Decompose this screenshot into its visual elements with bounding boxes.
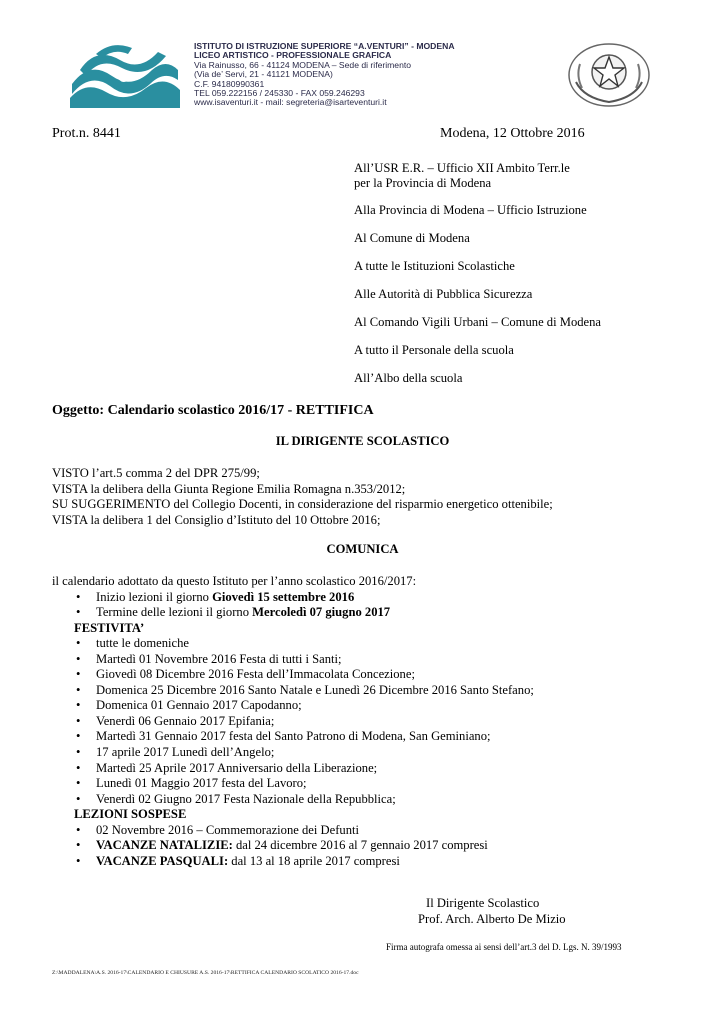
recipient-albo: All’Albo della scuola [354, 371, 463, 385]
list-item: • Martedì 31 Gennaio 2017 festa del Santo Patrono di Modena, San Geminiano; [76, 729, 491, 744]
bullet-icon: • [76, 729, 81, 744]
calendar-body [52, 574, 692, 869]
recipient-sicurezza: Alle Autorità di Pubblica Sicurezza [354, 287, 533, 301]
issuer-heading: IL DIRIGENTE SCOLASTICO [275, 434, 450, 448]
letterhead-address: Via Rainusso, 66 - 41124 MODENA – Sede di riferimento [194, 59, 412, 70]
republic-emblem-icon [566, 42, 652, 108]
bullet-icon: • [76, 698, 81, 713]
easter-label: VACANZE PASQUALI: [96, 853, 229, 868]
bullet-icon: • [76, 838, 81, 853]
bullet-icon: • [76, 822, 81, 837]
list-item: • Venerdì 06 Gennaio 2017 Epifania; [76, 713, 275, 728]
letterhead-institute: ISTITUTO DI ISTRUZIONE SUPERIORE “A.VENTURI” - MODENA [194, 41, 455, 51]
start-date: Giovedì 15 settembre 2016 [212, 589, 355, 604]
letterhead-web-mail: www.isaventuri.it - mail: segreteria@isarteventuri.it [194, 97, 387, 108]
letterhead-school: LICEO ARTISTICO - PROFESSIONALE GRAFICA [194, 50, 392, 61]
bullet-icon: • [76, 713, 81, 728]
bullet-icon: • [76, 605, 81, 620]
premises [52, 466, 553, 528]
christmas-label: VACANZE NATALIZIE: [96, 838, 233, 853]
list-item: • Martedì 25 Aprile 2017 Anniversario della Liberazione; [76, 760, 378, 775]
premise-line: VISTA la delibera della Giunta Regione Emilia Romagna n.353/2012; [52, 481, 406, 496]
letterhead-text [194, 42, 554, 108]
comunica-heading: COMUNICA [326, 542, 399, 556]
bullet-icon: • [76, 589, 81, 604]
recipient-provincia: Alla Provincia di Modena – Ufficio Istruzione [354, 203, 587, 217]
list-item: • VACANZE PASQUALI: dal 13 al 18 aprile 2017 compresi [76, 853, 400, 868]
end-date: Mercoledì 07 giugno 2017 [252, 605, 391, 620]
bullet-icon: • [76, 636, 81, 651]
list-item: • VACANZE NATALIZIE: dal 24 dicembre 2016 al 7 gennaio 2017 compresi [76, 838, 488, 853]
signature-block [418, 895, 566, 927]
bullet-icon: • [76, 745, 81, 760]
calendar-intro: il calendario adottato da questo Istituto per l’anno scolastico 2016/2017: [52, 574, 417, 588]
bullet-icon: • [76, 853, 81, 868]
bullet-icon: • [76, 682, 81, 697]
list-item: • Inizio lezioni il giorno Giovedì 15 settembre 2016 [76, 589, 355, 604]
recipient-comune: Al Comune di Modena [354, 231, 470, 245]
list-item: • Domenica 01 Gennaio 2017 Capodanno; [76, 698, 302, 713]
recipient-personale: A tutto il Personale della scuola [354, 343, 514, 357]
list-item: • tutte le domeniche [76, 636, 190, 651]
premise-line: VISTA la delibera 1 del Consiglio d’Istituto del 10 Ottobre 2016; [52, 512, 381, 527]
list-item: • Martedì 01 Novembre 2016 Festa di tutti i Santi; [76, 651, 342, 666]
school-logo-icon [66, 40, 184, 110]
recipient-vigili: Al Comando Vigili Urbani – Comune di Modena [354, 315, 602, 329]
list-item: • Giovedì 08 Dicembre 2016 Festa dell’Immacolata Concezione; [76, 667, 415, 682]
letterhead [66, 40, 658, 110]
recipient-usr-2: per la Provincia di Modena [354, 176, 492, 190]
place-date: Modena, 12 Ottobre 2016 [440, 126, 585, 141]
suspended-heading: LEZIONI SOSPESE [74, 807, 187, 822]
signature-title: Il Dirigente Scolastico [426, 896, 540, 910]
file-path: Z:\MADDALENA\A.S. 2016-17\CALENDARIO E CHIUSURE A.S. 2016-17\RETTIFICA CALENDARIO SCOLATICO 2016-17.doc [52, 970, 359, 976]
letterhead-tax-code: C.F. 94180990361 [194, 78, 265, 89]
list-item: • Lunedì 01 Maggio 2017 festa del Lavoro; [76, 776, 307, 791]
bullet-icon: • [76, 651, 81, 666]
recipient-usr: All’USR E.R. – Ufficio XII Ambito Terr.le [354, 161, 570, 175]
protocol-number: Prot.n. 8441 [52, 126, 121, 141]
letterhead-phone: TEL 059.222156 / 245330 - FAX 059.246293 [194, 88, 365, 99]
bullet-icon: • [76, 760, 81, 775]
premise-line: VISTO l’art.5 comma 2 del DPR 275/99; [52, 466, 260, 480]
list-item: • 17 aprile 2017 Lunedì dell’Angelo; [76, 745, 275, 760]
list-item: • Domenica 25 Dicembre 2016 Santo Natale e Lunedì 26 Dicembre 2016 Santo Stefano; [76, 682, 534, 697]
letterhead-address-2: (Via de’ Servi, 21 - 41121 MODENA) [194, 69, 333, 80]
list-item: • Venerdì 02 Giugno 2017 Festa Nazionale della Repubblica; [76, 791, 396, 806]
list-item: • 02 Novembre 2016 – Commemorazione dei Defunti [76, 822, 360, 837]
signature-name: Prof. Arch. Alberto De Mizio [418, 912, 566, 926]
bullet-icon: • [76, 776, 81, 791]
holidays-heading: FESTIVITA’ [74, 620, 145, 635]
bullet-icon: • [76, 667, 81, 682]
list-item: • Termine delle lezioni il giorno Mercoledì 07 giugno 2017 [76, 605, 391, 620]
premise-line: SU SUGGERIMENTO del Collegio Docenti, in considerazione del risparmio energetico ottenibile; [52, 497, 553, 511]
recipient-istituzioni: A tutte le Istituzioni Scolastiche [354, 259, 515, 273]
subject-line: Oggetto: Calendario scolastico 2016/17 - RETTIFICA [52, 403, 374, 418]
autograph-note: Firma autografa omessa ai sensi dell’art.3 del D. Lgs. N. 39/1993 [386, 942, 622, 952]
bullet-icon: • [76, 791, 81, 806]
